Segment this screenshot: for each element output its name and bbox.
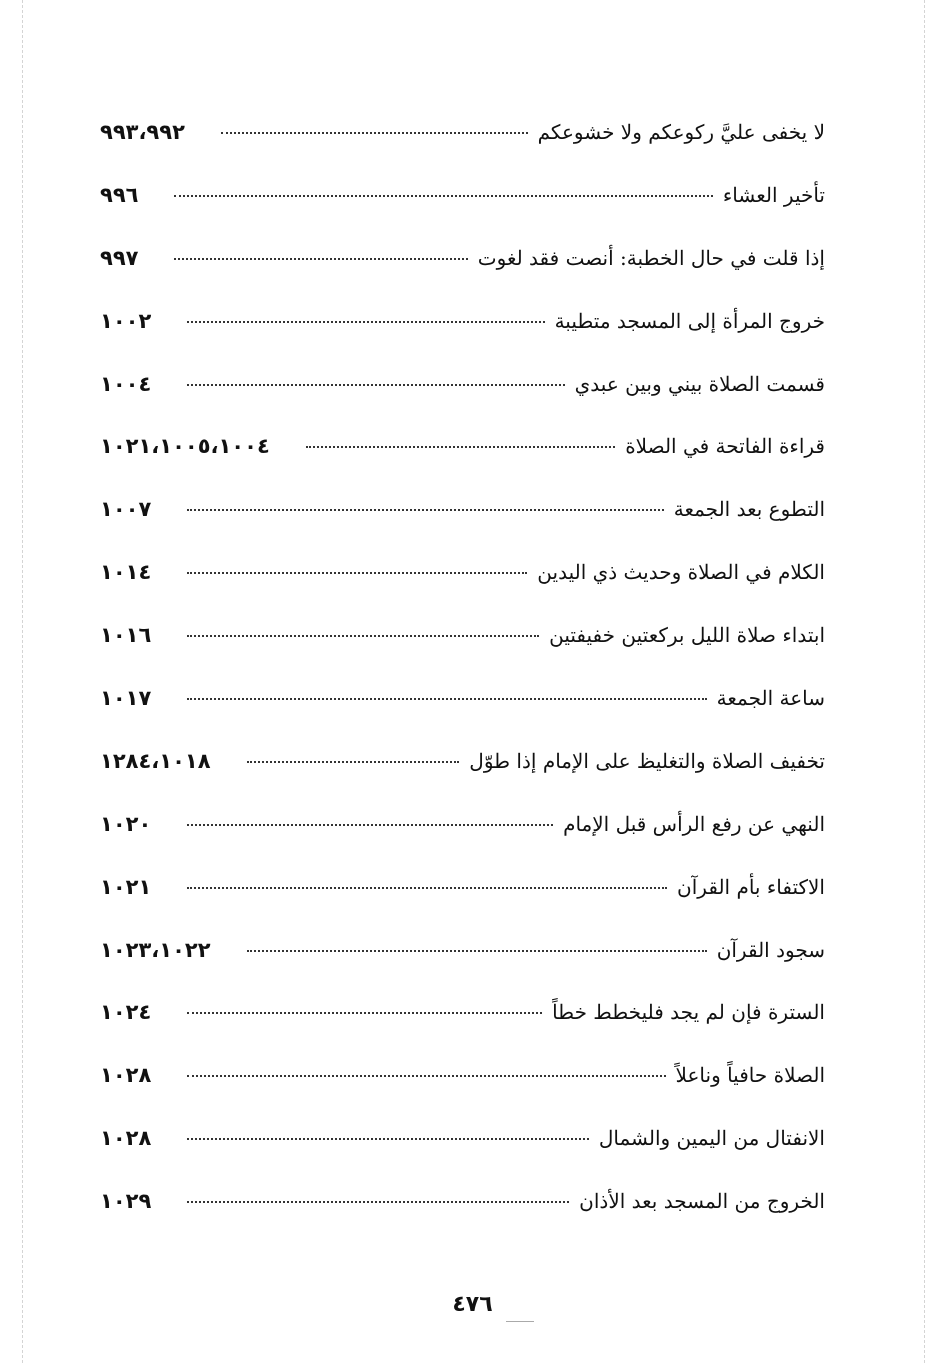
toc-entry [100, 938, 825, 1001]
toc-entry-title: خروج المرأة إلى المسجد متطيبة [554, 308, 825, 333]
dot-leader [187, 887, 667, 889]
dot-leader [306, 446, 615, 448]
toc-entry [100, 686, 825, 749]
toc-entry [100, 183, 825, 246]
toc-entry [100, 1000, 825, 1063]
dot-leader [187, 509, 663, 511]
table-of-contents [100, 120, 825, 1252]
toc-entry-pages: ١٠٢٩ [100, 1189, 152, 1214]
toc-entry-title: الكلام في الصلاة وحديث ذي اليدين [537, 560, 825, 585]
dot-leader [187, 1201, 569, 1203]
toc-entry-pages: ١٠١٦ [100, 623, 152, 648]
footer-rule [506, 1321, 534, 1322]
toc-entry-title: تأخير العشاء [722, 182, 825, 207]
toc-entry [100, 120, 825, 183]
toc-entry-title: ساعة الجمعة [716, 686, 825, 711]
toc-entry [100, 372, 825, 435]
toc-entry-pages: ١٠٠٧ [100, 497, 152, 522]
toc-entry-pages: ١٠٢١ [100, 874, 152, 899]
toc-entry-title: تخفيف الصلاة والتغليظ على الإمام إذا طوّل [469, 748, 825, 773]
toc-entry [100, 246, 825, 309]
page-number: ٤٧٦ [452, 1292, 493, 1317]
toc-entry-pages: ١٠٢٣،١٠٢٢ [100, 937, 211, 962]
toc-entry [100, 1189, 825, 1252]
toc-entry-pages: ٩٩٦ [100, 182, 139, 207]
toc-entry-title: الخروج من المسجد بعد الأذان [579, 1189, 825, 1214]
toc-entry-pages: ١٠٢٨ [100, 1126, 152, 1151]
dot-leader [187, 824, 553, 826]
toc-entry-pages: ١٠٢٠ [100, 811, 152, 836]
dot-leader [174, 195, 712, 197]
dot-leader [187, 1012, 542, 1014]
scan-edge-right [924, 0, 925, 1363]
toc-entry-title: قراءة الفاتحة في الصلاة [625, 434, 825, 459]
dot-leader [187, 1075, 665, 1077]
dot-leader [187, 572, 527, 574]
toc-entry [100, 560, 825, 623]
toc-entry [100, 1063, 825, 1126]
scan-edge-left [22, 0, 23, 1363]
toc-entry-title: الانفتال من اليمين والشمال [598, 1126, 825, 1151]
dot-leader [187, 321, 544, 323]
toc-entry-pages: ١٠٠٤ [100, 371, 152, 396]
toc-entry-pages: ٩٩٧ [100, 245, 139, 270]
dot-leader [174, 258, 467, 260]
dot-leader [221, 132, 528, 134]
toc-entry [100, 875, 825, 938]
toc-entry-pages: ١٠٢١،١٠٠٥،١٠٠٤ [100, 434, 270, 459]
dot-leader [187, 1138, 589, 1140]
toc-entry [100, 623, 825, 686]
toc-entry [100, 812, 825, 875]
dot-leader [187, 635, 539, 637]
toc-entry [100, 434, 825, 497]
toc-entry-pages: ١٠٢٤ [100, 1000, 152, 1025]
toc-entry-title: السترة فإن لم يجد فليخطط خطاً [552, 1000, 825, 1025]
toc-entry-title: إذا قلت في حال الخطبة: أنصت فقد لغوت [477, 245, 825, 270]
toc-entry [100, 1126, 825, 1189]
toc-entry-pages: ١٠١٧ [100, 686, 152, 711]
toc-entry-title: النهي عن رفع الرأس قبل الإمام [563, 811, 825, 836]
toc-entry [100, 749, 825, 812]
toc-entry-pages: ١٠٢٨ [100, 1063, 152, 1088]
dot-leader [187, 384, 564, 386]
toc-entry-title: الاكتفاء بأم القرآن [677, 874, 825, 899]
toc-entry-pages: ١٢٨٤،١٠١٨ [100, 748, 211, 773]
toc-entry-title: لا يخفى عليَّ ركوعكم ولا خشوعكم [537, 120, 825, 144]
dot-leader [187, 698, 706, 700]
toc-entry-title: سجود القرآن [716, 937, 825, 962]
toc-entry-title: ابتداء صلاة الليل بركعتين خفيفتين [549, 623, 825, 648]
toc-entry-pages: ١٠٠٢ [100, 308, 152, 333]
toc-entry-title: التطوع بعد الجمعة [673, 497, 825, 522]
dot-leader [247, 950, 707, 952]
toc-entry [100, 497, 825, 560]
toc-entry-title: الصلاة حافياً وناعلاً [675, 1063, 825, 1088]
toc-entry-pages: ١٠١٤ [100, 560, 152, 585]
dot-leader [247, 761, 460, 763]
toc-entry-title: قسمت الصلاة بيني وبين عبدي [574, 371, 825, 396]
toc-entry [100, 309, 825, 372]
toc-entry-pages: ٩٩٣،٩٩٢ [100, 120, 185, 144]
